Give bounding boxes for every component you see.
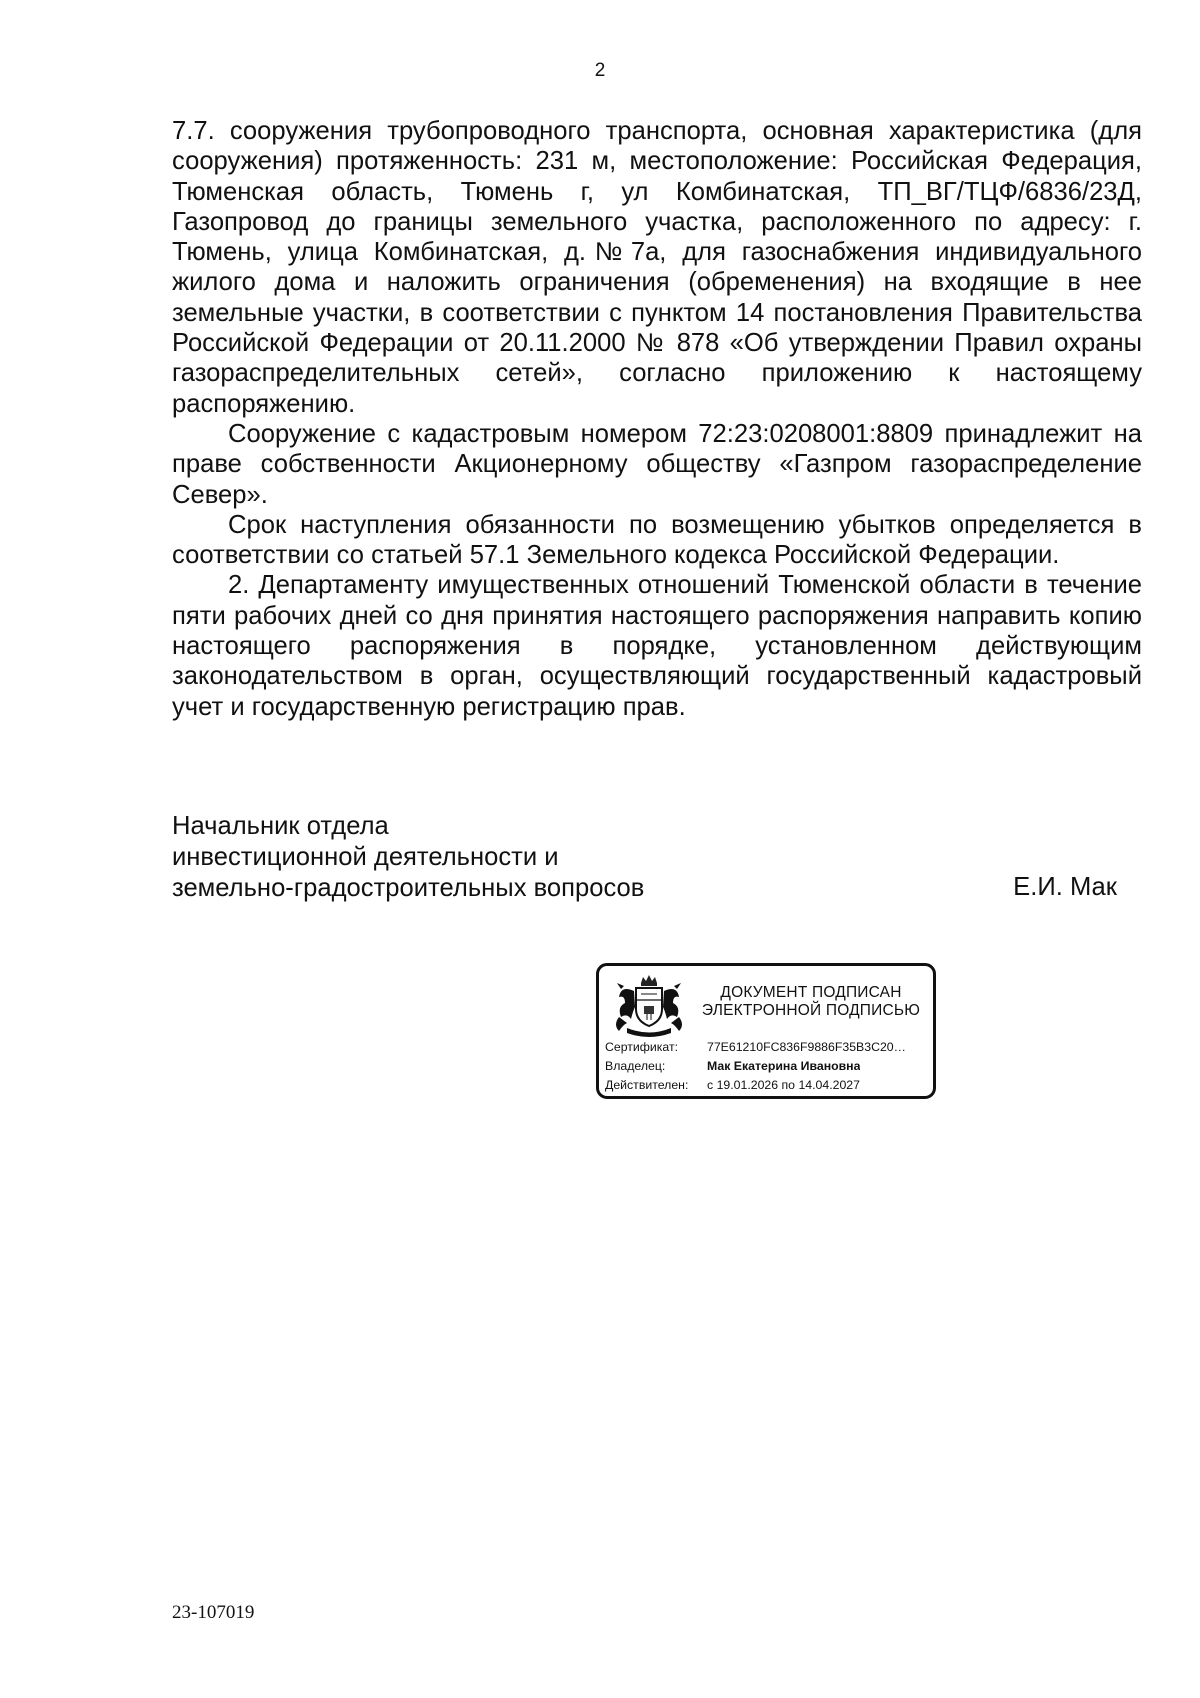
signatory-line-2: инвестиционной деятельности и xyxy=(172,843,559,871)
signatory-line-3: земельно-градостроительных вопросов xyxy=(172,874,645,902)
owner-value: Мак Екатерина Ивановна xyxy=(707,1059,861,1073)
registration-number: 23-107019 xyxy=(172,1602,255,1623)
paragraph-ownership: Сооружение с кадастровым номером 72:23:0208001:8809 принадлежит на праве собственности Акционерному обществу «Газпром газораспределение Север». xyxy=(172,419,1142,509)
validity-label: Действителен: xyxy=(605,1078,689,1092)
certificate-value: 77E61210FC836F9886F35B3C20… xyxy=(707,1040,906,1054)
paragraph-instruction: 2. Департаменту имущественных отношений Тюменской области в течение пяти рабочих дней со дня принятия настоящего распоряжения направить копию настоящего распоряжения в порядке, установленном действующим законодательством в орган, осуществляющий государственный кадастровый учет и государственную регистрацию прав. xyxy=(172,571,1142,721)
document-body xyxy=(172,116,1142,722)
stamp-title xyxy=(691,984,931,1020)
signatory-position xyxy=(172,811,644,904)
stamp-certificate-row xyxy=(605,1040,906,1054)
electronic-signature-stamp xyxy=(596,963,936,1099)
paragraph-structure-description: 7.7. сооружения трубопроводного транспорта, основная характеристика (для сооружения) протяженность: 231 м, местоположение: Российская Федерация, Тюменская область, Тюмень г, ул Комбинатская, ТП_ВГ/ТЦФ/6836/23Д, Газопровод до границы земельного участка, расположенного по адресу: г. Тюмень, улица Комбинатская, д.№7а, для газоснабжения индивидуального жилого дома и наложить ограничения (обременения) на входящие в нее земельные участки, в соответствии с пунктом 14 постановления Правительства Российской Федерации от 20.11.2000 № 878 «Об утверждении Правил охраны газораспределительных сетей», согласно приложению к настоящему распоряжению. xyxy=(172,117,1142,418)
stamp-owner-row xyxy=(605,1059,860,1073)
validity-value: с 19.01.2026 по 14.04.2027 xyxy=(707,1078,860,1092)
coat-of-arms-icon xyxy=(611,973,687,1041)
signer-name: Е.И. Мак xyxy=(1013,873,1117,901)
paragraph-compensation: Срок наступления обязанности по возмещению убытков определяется в соответствии со статьей 57.1 Земельного кодекса Российской Федерации. xyxy=(172,510,1142,570)
owner-label: Владелец: xyxy=(605,1059,666,1073)
stamp-title-line-1: ДОКУМЕНТ ПОДПИСАН xyxy=(720,984,902,1001)
stamp-validity-row xyxy=(605,1078,860,1092)
signatory-line-1: Начальник отдела xyxy=(172,812,389,840)
page-number: 2 xyxy=(594,60,606,81)
certificate-label: Сертификат: xyxy=(605,1040,679,1054)
stamp-title-line-2: ЭЛЕКТРОННОЙ ПОДПИСЬЮ xyxy=(701,1002,921,1019)
